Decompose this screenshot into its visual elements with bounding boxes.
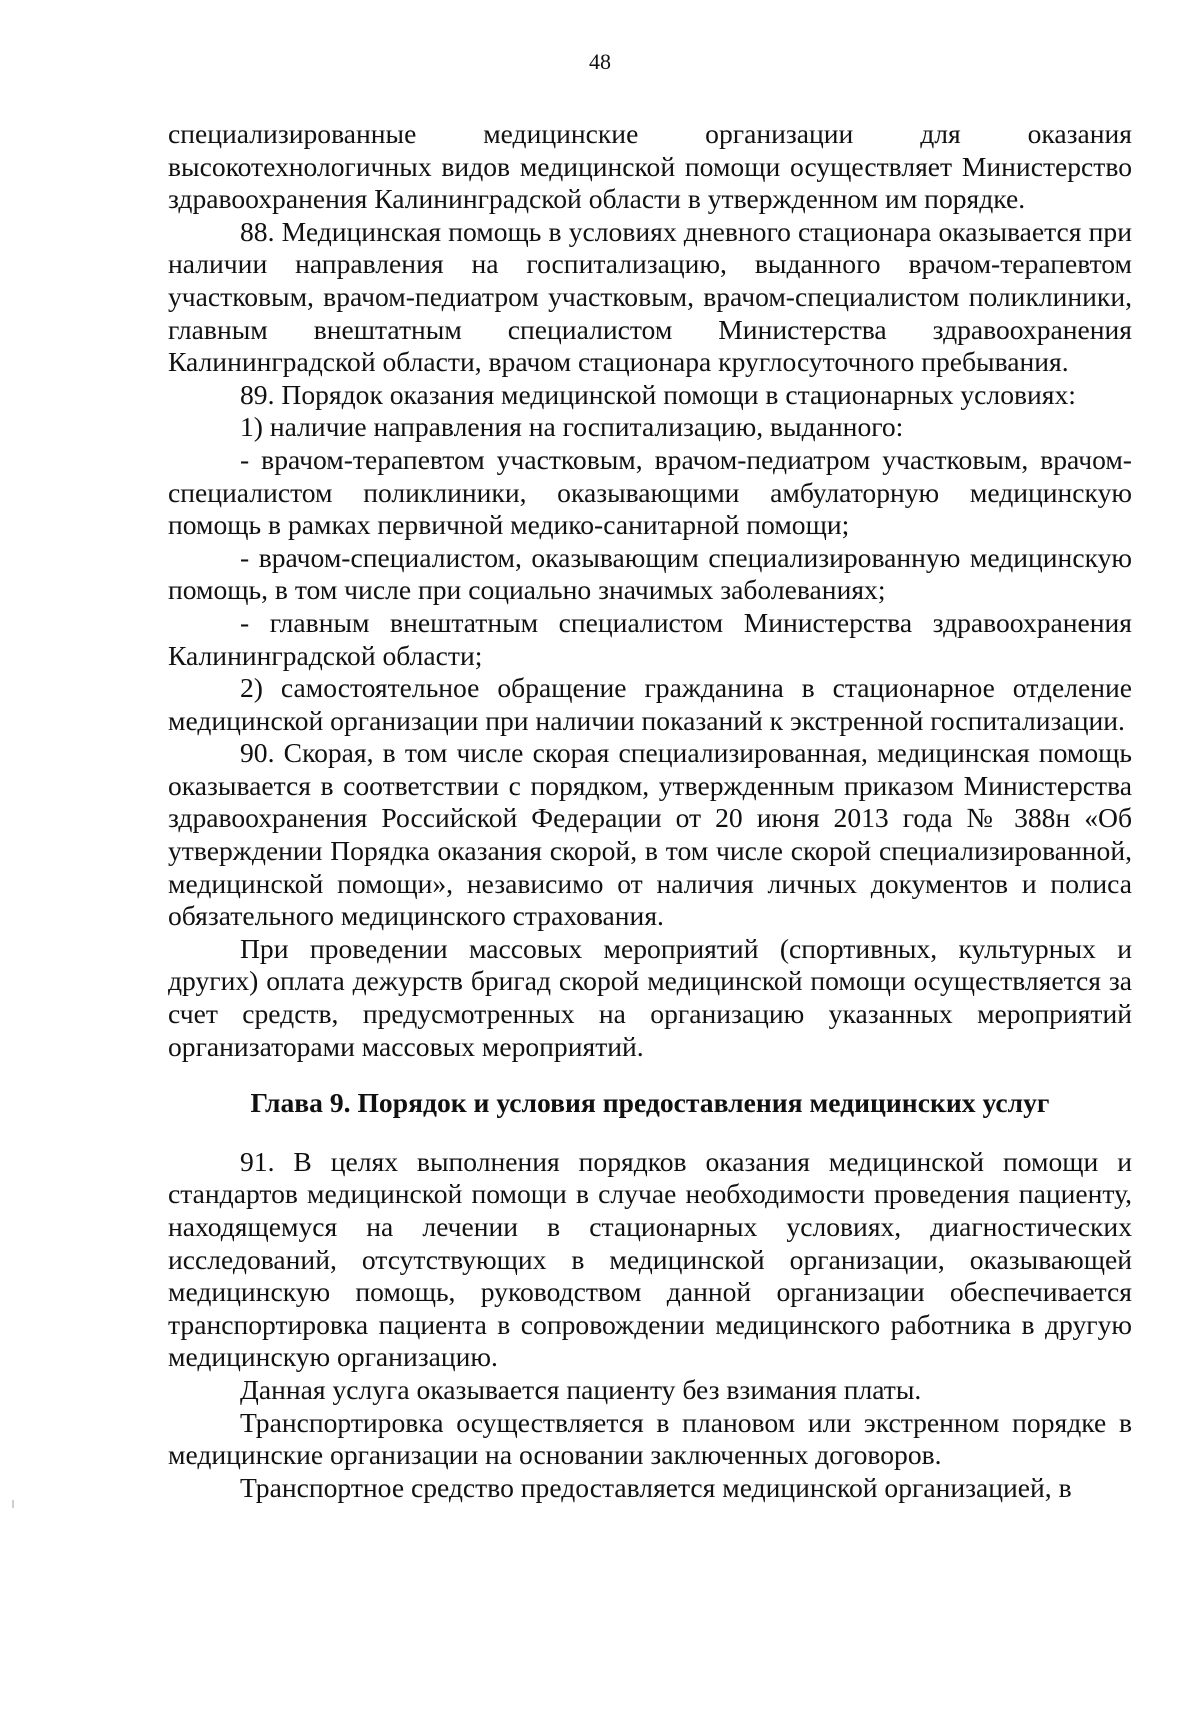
page-number: 48 — [589, 49, 611, 74]
paragraph-89: 89. Порядок оказания медицинской помощи в стационарных условиях: — [240, 378, 1076, 410]
chapter-heading: Глава 9. Порядок и условия предоставления медицинских услуг — [250, 1087, 1050, 1119]
list-subitem-specialist: - врачом-специалистом, оказывающим специализированную медицинскую помощь, в том числе при социально значимых заболеваниях; — [168, 541, 1132, 606]
paragraph-88: 88. Медицинская помощь в условиях дневного стационара оказывается при наличии направления на госпитализацию, выданного врачом-терапевтом участковым, врачом-педиатром участковым, врачом-специалистом поликлиники, главным внештатным специалистом Министерства здравоохранения Калининградской области, врачом стационара круглосуточного пребывания. — [168, 215, 1132, 378]
paragraph-continuation: специализированные медицинские организации для оказания высокотехнологичных видов медицинской помощи осуществляет Министерство здравоохранения Калининградской области в утвержденном им порядке. — [168, 118, 1132, 215]
paragraph-90: 90. Скорая, в том числе скорая специализированная, медицинская помощь оказывается в соответствии с порядком, утвержденным приказом Министерства здравоохранения Российской Федерации от 20 июня 2013 года № 388н «Об утверждении Порядка оказания скорой, в том числе скорой специализированной, медицинской помощи», независимо от наличия личных документов и полиса обязательного медицинского страхования. — [168, 737, 1132, 932]
paragraph-91: 91. В целях выполнения порядков оказания медицинской помощи и стандартов медицинской помощи в случае необходимости проведения пациенту, находящемуся на лечении в стационарных условиях, диагностических исследований, отсутствующих в медицинской организации, оказывающей медицинскую помощь, руководством данной организации обеспечивается транспортировка пациента в сопровождении медицинского работника в другую медицинскую организацию. — [168, 1145, 1132, 1373]
list-subitem-therapist: - врачом-терапевтом участковым, врачом-педиатром участковым, врачом-специалистом поликлиники, оказывающими амбулаторную медицинскую помощь в рамках первичной медико-санитарной помощи; — [168, 443, 1132, 541]
document-body — [168, 118, 1132, 1504]
list-item-2: 2) самостоятельное обращение гражданина в стационарное отделение медицинской организации при наличии показаний к экстренной госпитализации. — [168, 672, 1132, 736]
paragraph-free-service: Данная услуга оказывается пациенту без взимания платы. — [240, 1373, 922, 1405]
paragraph-vehicle: Транспортное средство предоставляется медицинской организацией, в — [240, 1471, 1072, 1503]
list-item-1: 1) наличие направления на госпитализацию, выданного: — [240, 411, 904, 443]
paragraph-transport-order: Транспортировка осуществляется в плановом или экстренном порядке в медицинские организации на основании заключенных договоров. — [168, 1406, 1132, 1471]
list-subitem-chief-specialist: - главным внештатным специалистом Министерства здравоохранения Калининградской области; — [168, 606, 1132, 671]
paragraph-mass-events: При проведении массовых мероприятий (спортивных, культурных и других) оплата дежурств бригад скорой медицинской помощи осуществляется за счет средств, предусмотренных на организацию указанных мероприятий организаторами массовых мероприятий. — [168, 932, 1132, 1062]
scan-margin-mark — [12, 1500, 14, 1508]
